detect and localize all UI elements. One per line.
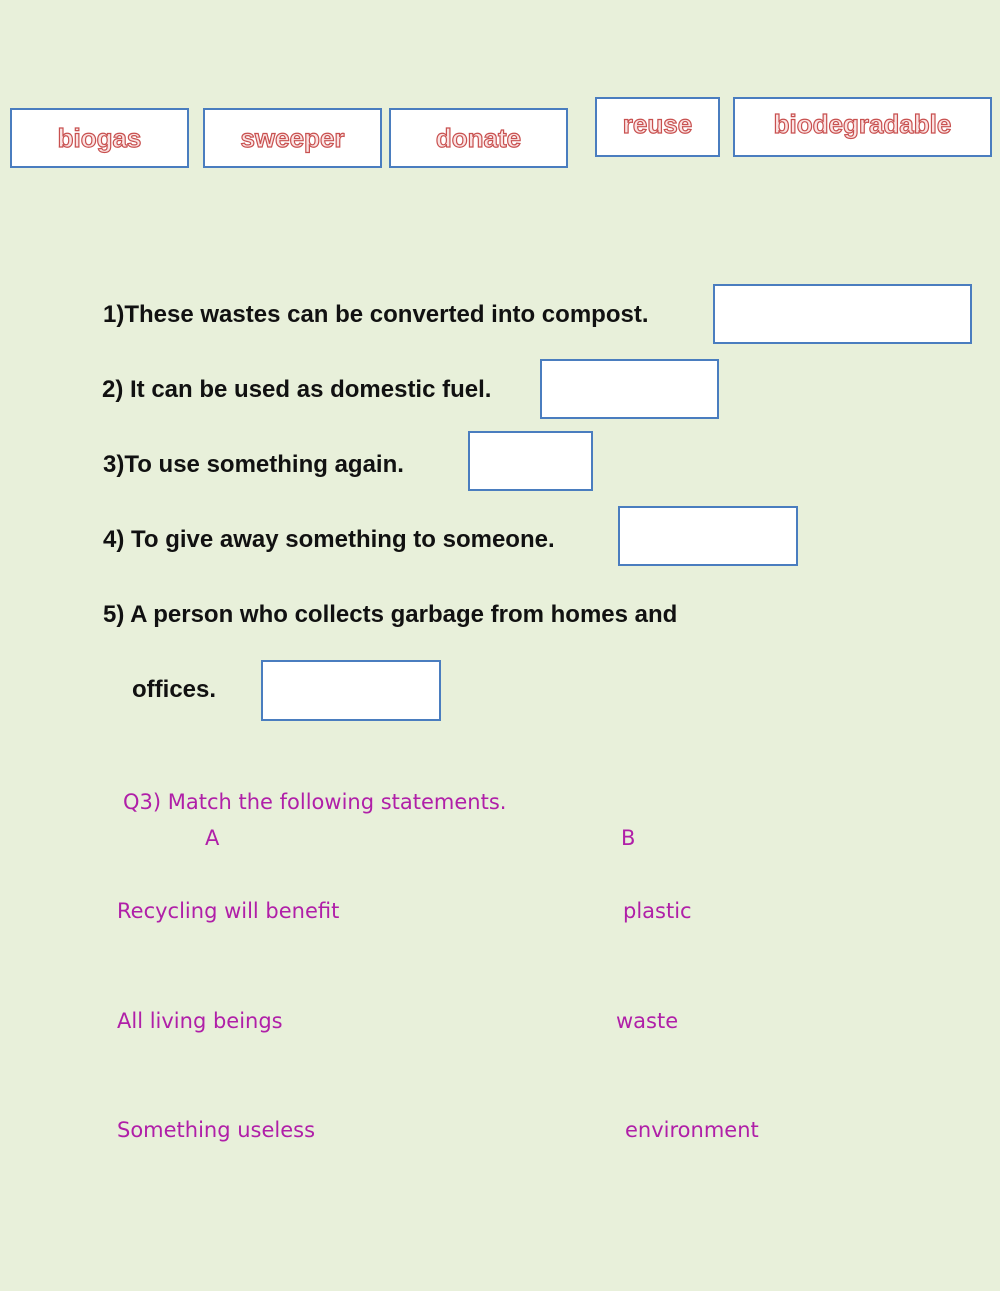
match-column-a-header: A [205,826,220,850]
match-a-item-1[interactable]: Recycling will benefit [117,899,340,923]
match-column-b-header: B [621,826,636,850]
question-5-line-2: offices. [132,676,217,703]
word-card-reuse[interactable]: reuse [595,97,720,157]
question-5-line-1: 5) A person who collects garbage from homes and [103,601,678,628]
answer-box-2[interactable] [540,359,719,419]
word-card-donate[interactable]: donate [389,108,568,168]
question-3: 3)To use something again. [103,451,404,478]
match-a-item-2[interactable]: All living beings [117,1009,283,1033]
word-card-biodegradable[interactable]: biodegradable [733,97,992,157]
word-card-biogas[interactable]: biogas [10,108,189,168]
match-b-item-1[interactable]: plastic [623,899,692,923]
answer-box-3[interactable] [468,431,593,491]
match-b-item-2[interactable]: waste [616,1009,679,1033]
answer-box-4[interactable] [618,506,798,566]
question-4: 4) To give away something to someone. [103,526,555,553]
match-title: Q3) Match the following statements. [123,790,507,814]
match-a-item-3[interactable]: Something useless [117,1118,316,1142]
answer-box-1[interactable] [713,284,972,344]
answer-box-5[interactable] [261,660,441,721]
question-2: 2) It can be used as domestic fuel. [102,376,492,403]
match-b-item-3[interactable]: environment [625,1118,759,1142]
question-1: 1)These wastes can be converted into compost. [103,301,649,328]
word-card-sweeper[interactable]: sweeper [203,108,382,168]
